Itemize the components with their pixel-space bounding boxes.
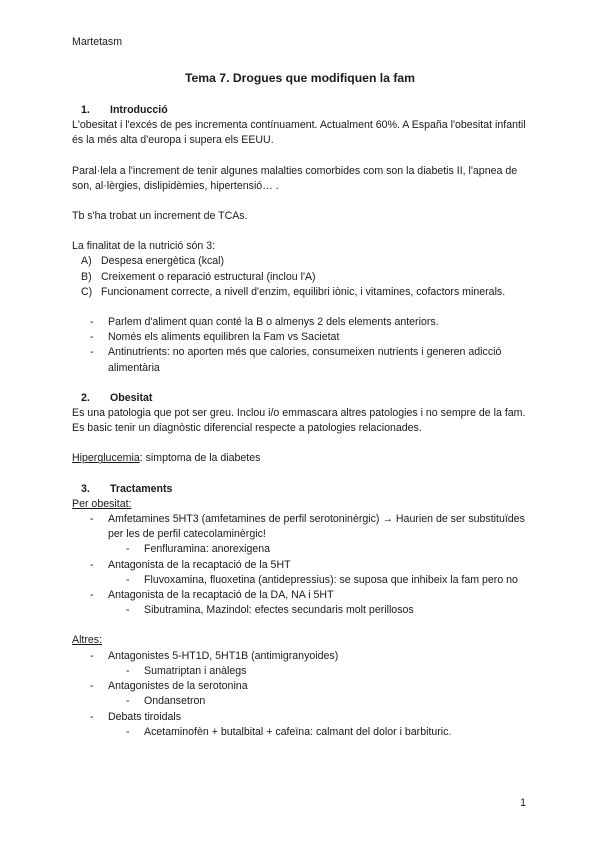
hyperglucemia-definition: : simptoma de la diabetes: [139, 452, 261, 465]
list-text: Ondansetron: [144, 695, 206, 708]
paragraph: Tb s'ha trobat un increment de TCAs.: [72, 210, 248, 223]
section-number: 2.: [81, 391, 90, 404]
list-marker: C): [81, 285, 93, 298]
list-item: [72, 285, 532, 300]
list-text: Amfetamines 5HT3 (amfetamines de perfil serotoninèrgic) → Haurien de ser substituïdes per les de perfil catecolaminèrgic!: [108, 513, 525, 541]
page-header: Martetasm: [72, 36, 123, 48]
list-text: Antagonistes de la serotonina: [108, 680, 248, 693]
section-number: 3.: [81, 482, 90, 495]
section-title: Tractaments: [110, 482, 173, 495]
list-item: [72, 315, 532, 330]
section-title: Introducció: [110, 104, 168, 116]
document-body: [72, 103, 532, 740]
section-heading-3: [72, 482, 532, 497]
sub-list-item: [72, 603, 532, 618]
list-text: Sumatriptan i anàlegs: [144, 664, 247, 677]
list-marker: -: [126, 604, 130, 617]
list-text: Creixement o reparació estructural (inclou l'A): [101, 270, 316, 283]
section-number: 1.: [81, 104, 90, 116]
list-marker: -: [90, 346, 94, 359]
page-title: Tema 7. Drogues que modifiquen la fam: [184, 71, 416, 85]
list-marker: -: [126, 573, 130, 586]
list-marker: -: [90, 710, 94, 723]
section-heading-2: [72, 391, 532, 406]
list-text: Despesa energètica (kcal): [101, 255, 225, 268]
list-item: [72, 330, 532, 345]
list-text: Antagonista de la recaptació de la DA, NA i 5HT: [108, 589, 334, 602]
paragraph: L'obesitat i l'excés de pes incrementa contínuament. Actualment 60%. A España l'obesitat infantil és la més alta d'europa i supera els EEUU.: [72, 119, 526, 147]
list-marker: A): [81, 255, 92, 268]
list-text: Antagonista de la recaptació de la 5HT: [108, 558, 291, 571]
list-marker: -: [90, 513, 94, 526]
list-marker: -: [126, 695, 130, 708]
list-text: Antagonistes 5-HT1D, 5HT1B (antimigranyoides): [108, 649, 339, 662]
paragraph: La finalitat de la nutrició són 3:: [72, 240, 216, 253]
list-marker: B): [81, 270, 92, 283]
list-marker: -: [126, 725, 130, 738]
list-item: [72, 270, 532, 285]
list-item: [72, 512, 532, 542]
subheading-altres: Altres:: [72, 634, 103, 647]
list-marker: -: [126, 543, 130, 556]
paragraph: Es una patologia que pot ser greu. Inclou i/o emmascara altres patologies i no sempre de la fam. Es basic tenir un diagnòstic diferencial respecte a patologies relacionades.: [72, 407, 526, 435]
list-text: Antinutrients: no aporten més que calories, consumeixen nutrients i generen adicció alimentària: [108, 346, 502, 374]
list-item: [72, 558, 532, 573]
section-title: Obesitat: [110, 391, 153, 404]
list-item: [72, 649, 532, 664]
list-item: [72, 710, 532, 725]
hyperglucemia-term: Hiperglucemia: [72, 452, 140, 465]
list-text: Només els aliments equilibren la Fam vs Sacietat: [108, 331, 340, 344]
list-item: [72, 345, 532, 375]
sub-list-item: [72, 694, 532, 709]
list-marker: -: [90, 649, 94, 662]
list-text: Funcionament correcte, a nivell d'enzim, equilibri iònic, i vitamines, cofactors minerals.: [101, 285, 506, 298]
list-text: Debats tiroidals: [108, 710, 182, 723]
list-text: Parlem d'aliment quan conté la B o almenys 2 dels elements anteriors.: [108, 316, 439, 329]
subheading-per-obesitat: Per obesitat:: [72, 497, 132, 510]
sub-list-item: [72, 542, 532, 557]
page-number: 1: [520, 797, 526, 809]
sub-list-item: [72, 725, 532, 740]
list-marker: -: [126, 664, 130, 677]
list-item: [72, 679, 532, 694]
list-text: Fenfluramina: anorexigena: [144, 543, 271, 556]
list-marker: -: [90, 331, 94, 344]
sub-list-item: [72, 573, 532, 588]
list-item: [72, 588, 532, 603]
list-marker: -: [90, 558, 94, 571]
list-marker: -: [90, 680, 94, 693]
sub-list-item: [72, 664, 532, 679]
list-marker: -: [90, 316, 94, 329]
list-marker: -: [90, 589, 94, 602]
list-text: Fluvoxamina, fluoxetina (antidepressius): se suposa que inhibeix la fam pero no: [144, 573, 518, 586]
list-text: Acetaminofèn + butalbital + cafeïna: calmant del dolor i barbituric.: [144, 725, 452, 738]
list-text: Sibutramina, Mazindol: efectes secundaris molt perillosos: [144, 604, 414, 617]
paragraph: Paral·lela a l'increment de tenir algunes malalties comorbides com son la diabetis II, l'apnea de son, al·lèrgies, dislipidèmies, hipertensió… .: [72, 164, 518, 192]
list-item: [72, 254, 532, 269]
paragraph: [72, 451, 532, 466]
section-heading-1: [72, 103, 532, 118]
